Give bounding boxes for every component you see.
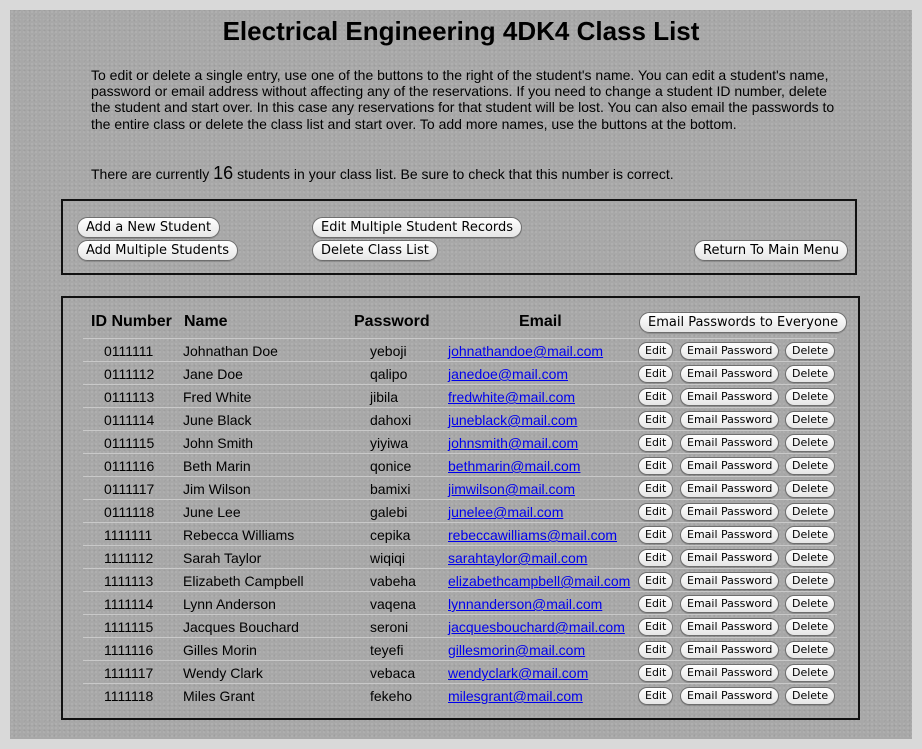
email-password-button[interactable]: Email Password: [680, 641, 779, 659]
student-id: 0111111: [104, 343, 154, 359]
add-multiple-students-button[interactable]: Add Multiple Students: [77, 240, 238, 261]
table-row: [83, 453, 837, 477]
student-password: bamixi: [370, 481, 411, 497]
table-row: [83, 545, 837, 569]
email-password-button[interactable]: Email Password: [680, 457, 779, 475]
edit-button[interactable]: Edit: [638, 618, 673, 636]
student-password: wiqiqi: [370, 550, 406, 566]
edit-button[interactable]: Edit: [638, 572, 673, 590]
delete-button[interactable]: Delete: [785, 664, 835, 682]
delete-button[interactable]: Delete: [785, 618, 835, 636]
student-id: 1111113: [104, 573, 154, 589]
email-password-button[interactable]: Email Password: [680, 572, 779, 590]
student-name: Miles Grant: [183, 688, 255, 704]
email-passwords-everyone-button[interactable]: Email Passwords to Everyone: [639, 312, 847, 333]
delete-button[interactable]: Delete: [785, 572, 835, 590]
student-id: 1111116: [104, 642, 154, 658]
student-id: 0111117: [104, 481, 155, 497]
student-name: Jacques Bouchard: [183, 619, 299, 635]
student-name: Wendy Clark: [183, 665, 263, 681]
student-password: seroni: [370, 619, 409, 635]
email-password-button[interactable]: Email Password: [680, 388, 779, 406]
table-row: [83, 568, 837, 592]
edit-button[interactable]: Edit: [638, 664, 673, 682]
student-id: 1111111: [104, 527, 153, 543]
student-name: June Lee: [183, 504, 241, 520]
student-id: 0111116: [104, 458, 155, 474]
student-email-link[interactable]: fredwhite@mail.com: [448, 389, 576, 405]
delete-button[interactable]: Delete: [785, 365, 835, 383]
edit-button[interactable]: Edit: [638, 342, 673, 360]
edit-button[interactable]: Edit: [638, 641, 673, 659]
delete-button[interactable]: Delete: [785, 434, 835, 452]
edit-button[interactable]: Edit: [638, 526, 673, 544]
student-name: Jane Doe: [183, 366, 243, 382]
student-id: 1111112: [104, 550, 154, 566]
delete-button[interactable]: Delete: [785, 342, 835, 360]
student-password: yiyiwa: [370, 435, 409, 451]
student-email-link[interactable]: elizabethcampbell@mail.com: [448, 573, 631, 589]
student-id: 1111118: [104, 688, 154, 704]
student-id: 0111114: [104, 412, 155, 428]
email-password-button[interactable]: Email Password: [680, 365, 779, 383]
student-email-link[interactable]: johnsmith@mail.com: [448, 435, 579, 451]
delete-button[interactable]: Delete: [785, 503, 835, 521]
header-password: Password: [354, 313, 430, 330]
return-main-menu-button[interactable]: Return To Main Menu: [694, 240, 848, 261]
student-password: fekeho: [370, 688, 413, 704]
student-id: 1111114: [104, 596, 154, 612]
student-name: Rebecca Williams: [183, 527, 295, 543]
header-name: Name: [184, 313, 228, 330]
page-title: Electrical Engineering 4DK4 Class List: [222, 16, 700, 46]
table-row: [83, 499, 837, 523]
student-name: Jim Wilson: [183, 481, 251, 497]
delete-button[interactable]: Delete: [785, 457, 835, 475]
student-email-link[interactable]: sarahtaylor@mail.com: [448, 550, 588, 566]
student-name: Johnathan Doe: [183, 343, 278, 359]
student-name: John Smith: [183, 435, 254, 451]
student-name: Gilles Morin: [183, 642, 257, 658]
delete-button[interactable]: Delete: [785, 388, 835, 406]
table-row: [83, 637, 837, 661]
student-id: 0111112: [104, 366, 155, 382]
email-password-button[interactable]: Email Password: [680, 342, 779, 360]
email-password-button[interactable]: Email Password: [680, 434, 779, 452]
edit-button[interactable]: Edit: [638, 549, 673, 567]
header-email: Email: [519, 313, 562, 330]
delete-button[interactable]: Delete: [785, 411, 835, 429]
email-password-button[interactable]: Email Password: [680, 549, 779, 567]
email-password-button[interactable]: Email Password: [680, 411, 779, 429]
student-id: 0111118: [104, 504, 155, 520]
student-password: jibila: [370, 389, 399, 405]
student-email-link[interactable]: gillesmorin@mail.com: [448, 642, 586, 658]
student-name: Fred White: [183, 389, 252, 405]
table-row: [83, 660, 837, 684]
email-password-button[interactable]: Email Password: [680, 480, 779, 498]
delete-button[interactable]: Delete: [785, 526, 835, 544]
table-row: [83, 522, 837, 546]
student-name: Beth Marin: [183, 458, 251, 474]
table-row: [83, 476, 837, 500]
student-count-line: [91, 163, 851, 184]
add-new-student-button[interactable]: Add a New Student: [77, 217, 220, 238]
delete-button[interactable]: Delete: [785, 595, 835, 613]
student-password: cepika: [370, 527, 411, 543]
student-count: 16: [213, 163, 234, 183]
student-password: yeboji: [370, 343, 407, 359]
table-row: [83, 407, 837, 431]
student-email-link[interactable]: junelee@mail.com: [448, 504, 564, 520]
table-row: [83, 338, 837, 362]
delete-button[interactable]: Delete: [785, 641, 835, 659]
instructions-text: To edit or delete a single entry, use one of the buttons to the right of the student's name. You can edit a student's name, password or email address without affecting any of the reservations. If you need to change a student ID number, delete the student and start over. In this case any reservations for that student will be lost. You can also email the passwords to the entire class or delete the class list and start over. To add more names, use the buttons at the bottom.: [91, 67, 835, 132]
edit-button[interactable]: Edit: [638, 457, 673, 475]
email-password-button[interactable]: Email Password: [680, 687, 779, 705]
student-id: 0111115: [104, 435, 155, 451]
student-password: dahoxi: [370, 412, 412, 428]
student-email-link[interactable]: jacquesbouchard@mail.com: [448, 619, 625, 635]
student-email-link[interactable]: johnathandoe@mail.com: [448, 343, 604, 359]
student-password: vabeha: [370, 573, 416, 589]
table-row: [83, 361, 837, 385]
email-password-button[interactable]: Email Password: [680, 503, 779, 521]
delete-button[interactable]: Delete: [785, 549, 835, 567]
email-password-button[interactable]: Email Password: [680, 618, 779, 636]
student-id: 1111117: [104, 665, 154, 681]
table-row: [83, 384, 837, 408]
student-password: qonice: [370, 458, 412, 474]
email-password-button[interactable]: Email Password: [680, 526, 779, 544]
edit-button[interactable]: Edit: [638, 411, 673, 429]
student-password: teyefi: [370, 642, 404, 658]
count-prefix: There are currently: [91, 166, 214, 182]
table-row: [83, 430, 837, 454]
student-name: Lynn Anderson: [183, 596, 276, 612]
student-email-link[interactable]: lynnanderson@mail.com: [448, 596, 603, 612]
email-password-button[interactable]: Email Password: [680, 664, 779, 682]
edit-multiple-records-button[interactable]: Edit Multiple Student Records: [312, 217, 522, 238]
edit-button[interactable]: Edit: [638, 595, 673, 613]
edit-button[interactable]: Edit: [638, 388, 673, 406]
table-row: [83, 614, 837, 638]
student-email-link[interactable]: wendyclark@mail.com: [448, 665, 589, 681]
student-email-link[interactable]: rebeccawilliams@mail.com: [448, 527, 618, 543]
student-email-link[interactable]: janedoe@mail.com: [448, 366, 569, 382]
delete-button[interactable]: Delete: [785, 480, 835, 498]
count-suffix: students in your class list. Be sure to check that this number is correct.: [233, 166, 674, 182]
student-id: 0111113: [104, 389, 155, 405]
header-id-number: ID Number: [91, 313, 172, 330]
student-id: 1111115: [104, 619, 154, 635]
delete-button[interactable]: Delete: [785, 687, 835, 705]
student-name: June Black: [183, 412, 252, 428]
table-row: [83, 683, 837, 707]
student-password: qalipo: [370, 366, 408, 382]
edit-button[interactable]: Edit: [638, 480, 673, 498]
table-row: [83, 591, 837, 615]
delete-class-list-button[interactable]: Delete Class List: [312, 240, 438, 261]
edit-button[interactable]: Edit: [638, 687, 673, 705]
student-password: vaqena: [370, 596, 416, 612]
student-name: Sarah Taylor: [183, 550, 262, 566]
student-email-link[interactable]: bethmarin@mail.com: [448, 458, 581, 474]
student-email-link[interactable]: jimwilson@mail.com: [448, 481, 576, 497]
student-password: vebaca: [370, 665, 416, 681]
student-name: Elizabeth Campbell: [183, 573, 304, 589]
student-email-link[interactable]: milesgrant@mail.com: [448, 688, 583, 704]
email-password-button[interactable]: Email Password: [680, 595, 779, 613]
edit-button[interactable]: Edit: [638, 434, 673, 452]
edit-button[interactable]: Edit: [638, 365, 673, 383]
edit-button[interactable]: Edit: [638, 503, 673, 521]
student-email-link[interactable]: juneblack@mail.com: [448, 412, 578, 428]
student-password: galebi: [370, 504, 408, 520]
